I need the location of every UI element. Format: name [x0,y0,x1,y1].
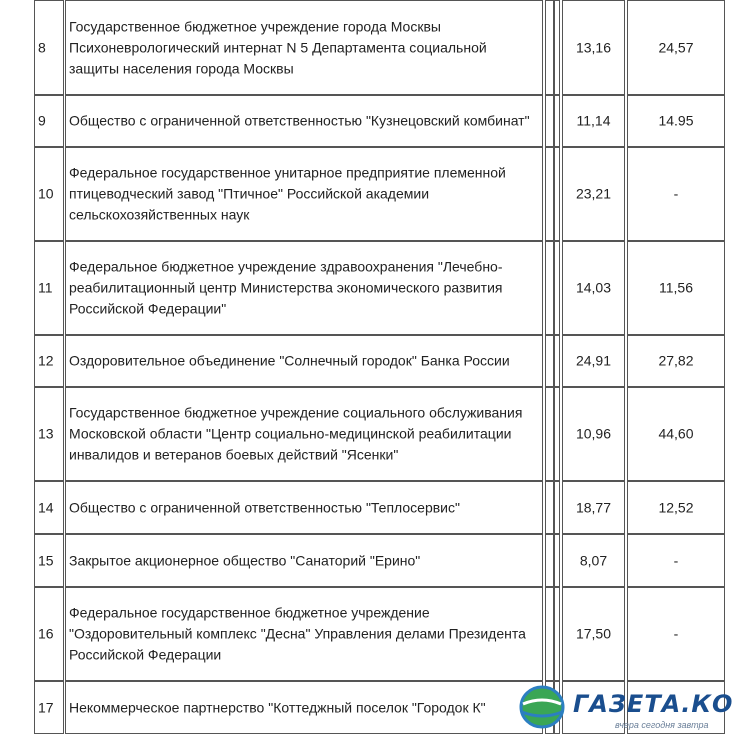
table-row [0,387,728,481]
organization-name: Некоммерческое партнерство "Коттеджный поселок "Городок К" [69,699,486,715]
value-1: 10,96 [575,425,612,442]
organization-cell [65,335,543,387]
table-row [0,0,728,95]
organization-name: Общество с ограниченной ответственностью "Кузнецовский комбинат" [69,112,530,129]
spacer-cell [554,481,560,534]
value-1: 24,91 [575,352,612,369]
spacer-cell [545,95,554,147]
spacer-cell [554,387,560,481]
table-row [0,481,728,534]
value-2: 24,57 [658,39,694,55]
row-number-cell [34,587,64,681]
row-number-cell [34,481,64,534]
value-1-cell [562,481,625,534]
spacer-cell [554,95,560,147]
organization-cell [65,0,543,95]
organization-name: Государственное бюджетное учреждение социального обслуживания Московской области "Центр социально-медицинской реабилитации инвалидов и ветеранов боевых действий "Ясенки" [69,404,523,463]
value-2-cell [627,387,725,481]
value-2-cell [627,241,725,335]
value-2-cell [627,0,725,95]
organization-cell [65,241,543,335]
value-2: 12,52 [658,499,694,515]
organization-cell [65,95,543,147]
watermark-tagline: вчера сегодня завтра [615,720,709,730]
spacer-cell [545,0,554,95]
row-number: 15 [38,552,54,568]
organization-name: Федеральное государственное унитарное предприятие племенной птицеводческий завод "Птичное" Российской академии сельскохозяйственных наук [69,164,506,223]
row-number: 17 [38,699,54,715]
table-row [0,95,728,147]
table-row [0,587,728,681]
row-number-cell [34,241,64,335]
row-number: 13 [38,425,54,442]
spacer-cell [554,241,560,335]
row-number: 16 [38,625,54,642]
value-1-cell [562,534,625,587]
spacer-cell [545,147,554,241]
value-1: 14,03 [575,279,612,296]
organization-cell [65,534,543,587]
spacer-cell [554,0,560,95]
value-2: - [673,552,679,568]
spacer-cell [545,241,554,335]
value-1: 17,50 [575,625,612,642]
value-2: - [673,185,679,202]
value-1-cell [562,147,625,241]
row-number-cell [34,387,64,481]
organization-name: Закрытое акционерное общество "Санаторий "Ерино" [69,552,421,568]
row-number-cell [34,147,64,241]
row-number-cell [34,681,64,734]
organization-name: Государственное бюджетное учреждение города Москвы Психоневрологический интернат N 5 Департамента социальной защиты населения города Москвы [69,18,487,76]
spacer-cell [545,335,554,387]
row-number: 8 [38,39,46,55]
globe-logo-icon [517,684,567,730]
row-number: 11 [38,279,53,296]
row-number: 10 [38,185,54,202]
row-number-cell [34,95,64,147]
organization-name: Оздоровительное объединение "Солнечный городок" Банка России [69,352,510,369]
value-1-cell [562,95,625,147]
organization-name: Федеральное государственное бюджетное учреждение "Оздоровительный комплекс "Десна" Управления делами Президента Российской Федерации [69,604,526,663]
value-2: 44,60 [658,425,694,442]
organization-name: Общество с ограниченной ответственностью "Теплосервис" [69,499,460,515]
value-2-cell [627,481,725,534]
organization-cell [65,147,543,241]
spacer-cell [545,481,554,534]
organization-cell [65,681,543,734]
value-1: 13,16 [575,39,612,55]
value-1: 18,77 [575,499,612,515]
value-1: 23,21 [575,185,612,202]
value-1-cell [562,387,625,481]
value-2-cell [627,587,725,681]
value-2: 27,82 [658,352,694,369]
value-1: 11,14 [576,112,611,129]
table-row [0,534,728,587]
organization-cell [65,387,543,481]
spacer-cell [545,587,554,681]
table-row [0,147,728,241]
value-2-cell [627,147,725,241]
value-1-cell [562,241,625,335]
value-1-cell [562,335,625,387]
site-watermark [515,680,736,734]
value-2: 11,56 [659,279,693,296]
value-1-cell [562,587,625,681]
value-2-cell [627,335,725,387]
value-2: - [673,625,679,642]
organization-cell [65,481,543,534]
spacer-cell [545,387,554,481]
row-number-cell [34,0,64,95]
value-2-cell [627,534,725,587]
organization-cell [65,587,543,681]
value-1: 8,07 [579,552,608,568]
watermark-logo-text: ГАЗЕТА.КО [573,690,734,718]
spacer-cell [554,587,560,681]
row-number-cell [34,534,64,587]
row-number: 9 [38,112,46,129]
value-1-cell [562,0,625,95]
spacer-cell [554,147,560,241]
table-row [0,335,728,387]
row-number: 14 [38,499,54,515]
row-number: 12 [38,352,54,369]
value-2: 14.95 [658,112,694,129]
row-number-cell [34,335,64,387]
value-2-cell [627,95,725,147]
spacer-cell [545,534,554,587]
spacer-cell [554,534,560,587]
table-row [0,241,728,335]
organization-name: Федеральное бюджетное учреждение здравоохранения "Лечебно-реабилитационный центр Министерства экономического развития Российской Федерации" [69,258,503,317]
spacer-cell [554,335,560,387]
